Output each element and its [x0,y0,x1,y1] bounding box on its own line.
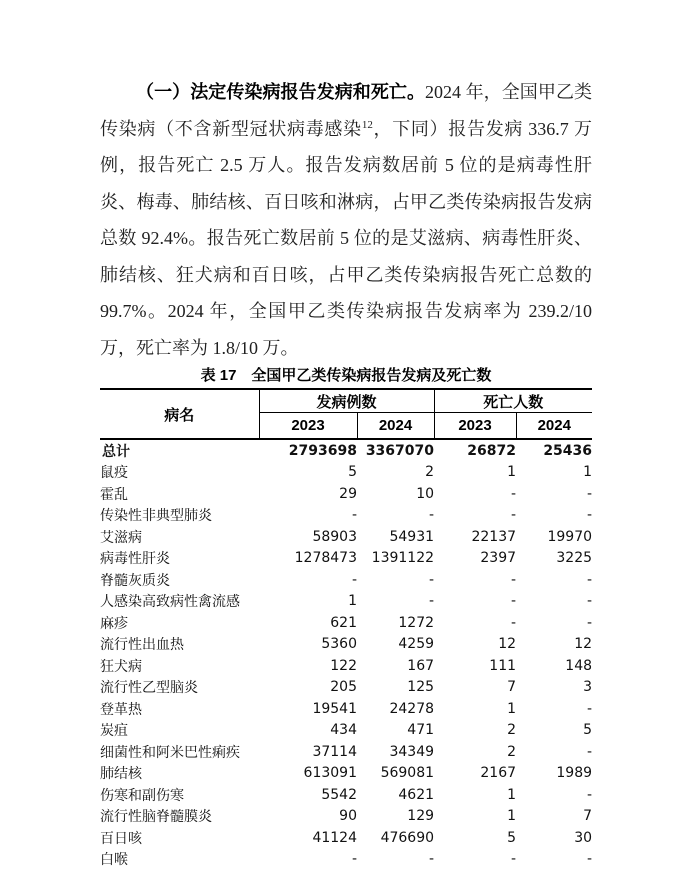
value-cell: 148 [565,657,593,674]
value-cell: 12 [574,636,593,653]
table-row [100,806,592,828]
value-cell: - [586,593,593,610]
value-cell: 2793698 [288,442,357,459]
disease-name-cell: 肺结核 [100,767,142,783]
disease-name-cell: 百日咳 [100,831,142,847]
value-cell: - [510,593,517,610]
disease-name-cell: 病毒性肝炎 [100,552,170,568]
value-cell: 5360 [321,636,357,653]
value-cell: - [586,851,593,868]
value-cell: 5 [348,464,357,481]
disease-name-cell: 总计 [102,444,130,460]
value-cell: - [586,507,593,524]
value-cell: 125 [407,679,435,696]
table-row [100,505,592,527]
value-cell: 2397 [480,550,517,567]
table-row [100,612,592,634]
col-header-incidence-2024: 2024 [357,413,434,440]
disease-name-cell: 脊髓灰质炎 [100,573,170,589]
value-cell: 1989 [556,765,593,782]
table-row [100,591,592,613]
value-cell: 1 [507,700,517,717]
table-title: 表 17 全国甲乙类传染病报告发病及死亡数 [200,367,492,384]
table-row [100,462,592,484]
value-cell: - [586,786,593,803]
disease-statistics-table [100,388,592,870]
value-cell: 7 [583,808,593,825]
value-cell: 34349 [389,743,435,760]
footnote-marker: 12 [361,118,373,131]
disease-name-cell: 麻疹 [100,616,128,632]
value-cell: 471 [407,722,435,739]
value-cell: 19970 [547,528,593,545]
value-cell: - [510,851,517,868]
table-row [100,741,592,763]
value-cell: 1391122 [371,550,435,567]
value-cell: - [351,851,357,868]
value-cell: 111 [489,657,517,674]
table-row [100,569,592,591]
value-cell: - [428,593,435,610]
disease-name-cell: 炭疽 [100,724,128,740]
value-cell: - [510,614,517,631]
table-row [100,655,592,677]
value-cell: 2167 [480,765,517,782]
value-cell: 4621 [398,786,435,803]
disease-name-cell: 鼠疫 [100,466,128,482]
disease-name-cell: 细菌性和阿米巴性痢疾 [100,745,240,761]
value-cell: 2 [507,722,517,739]
value-cell: 434 [330,722,357,739]
table-row [100,548,592,570]
value-cell: 1 [507,786,517,803]
disease-name-cell: 传染性非典型肺炎 [100,509,212,525]
value-cell: - [428,851,435,868]
statistics-table-block [100,364,592,870]
value-cell: 4259 [398,636,435,653]
value-cell: 1 [507,808,517,825]
value-cell: - [586,614,593,631]
table-row [100,784,592,806]
disease-name-cell: 流行性乙型脑炎 [100,681,198,697]
value-cell: 205 [330,679,357,696]
table-row [100,698,592,720]
table-row [100,634,592,656]
value-cell: 1272 [398,614,435,631]
value-cell: 22137 [471,528,517,545]
col-header-deaths-2023: 2023 [434,413,516,440]
col-header-deaths: 死亡人数 [434,389,592,413]
table-row [100,483,592,505]
value-cell: 54931 [389,528,435,545]
disease-name-cell: 霍乱 [100,487,128,503]
value-cell: 129 [407,808,435,825]
value-cell: 26872 [467,442,517,459]
disease-name-cell: 伤寒和副伤寒 [100,788,184,804]
value-cell: 58903 [312,528,357,545]
value-cell: - [428,571,435,588]
value-cell: 569081 [380,765,435,782]
value-cell: - [586,571,593,588]
table-row [100,677,592,699]
value-cell: 167 [407,657,435,674]
value-cell: - [510,507,517,524]
value-cell: 3225 [556,550,593,567]
table-row [100,763,592,785]
value-cell: - [510,571,517,588]
value-cell: 2 [425,464,435,481]
value-cell: 41124 [312,829,357,846]
table-row [100,526,592,548]
value-cell: 30 [574,829,593,846]
value-cell: 613091 [303,765,357,782]
disease-name-cell: 狂犬病 [100,659,142,675]
paragraph-text-1: 2024 年，全国甲乙类传染病（不含新型冠状病毒感染 [100,82,593,139]
col-header-incidence-2023: 2023 [259,413,357,440]
table-row [100,849,592,871]
disease-name-cell: 流行性出血热 [100,638,184,654]
value-cell: - [586,700,593,717]
disease-name-cell: 登革热 [100,702,142,718]
disease-name-cell: 流行性脑脊髓膜炎 [100,810,212,826]
body-paragraph [100,74,592,366]
table-row-total [100,439,592,462]
col-header-deaths-2024: 2024 [516,413,592,440]
paragraph-text-2: ，下同）报告发病 336.7 万例，报告死亡 2.5 万人。报告发病数居前 5 位的是病毒性肝炎、梅毒、肺结核、百日咳和淋病，占甲乙类传染病报告发病总数 92.4%。报告死亡数居前 5 位的是艾滋病、病毒性肝炎、肺结核、狂犬病和百日咳，占甲乙类传染病报告死亡总数的 99.7%。2024 年，全国甲乙类传染病报告发病率为 239.2/10 万，死亡率为 1.8/10 万。 [100,118,593,358]
disease-name-cell: 艾滋病 [100,530,142,546]
table-row [100,720,592,742]
value-cell: 5 [583,722,593,739]
value-cell: 19541 [312,700,357,717]
value-cell: 1278473 [294,550,357,567]
value-cell: 7 [507,679,517,696]
value-cell: 621 [330,614,357,631]
value-cell: 5 [507,829,517,846]
value-cell: 25436 [543,442,593,459]
value-cell: - [351,507,357,524]
value-cell: 2 [507,743,517,760]
col-header-disease: 病名 [100,389,259,439]
value-cell: 24278 [389,700,435,717]
value-cell: - [586,743,593,760]
value-cell: 122 [330,657,357,674]
value-cell: 1 [507,464,517,481]
value-cell: 90 [339,808,357,825]
value-cell: - [510,485,517,502]
value-cell: 5542 [321,786,357,803]
value-cell: 3 [583,679,593,696]
table-row [100,827,592,849]
value-cell: 29 [339,485,357,502]
value-cell: 1 [348,593,357,610]
value-cell: - [428,507,435,524]
col-header-incidence: 发病例数 [259,389,434,413]
disease-name-cell: 人感染高致病性禽流感 [100,595,240,611]
value-cell: 10 [416,485,435,502]
value-cell: 3367070 [365,442,435,459]
header-group-row [100,389,592,413]
value-cell: - [351,571,357,588]
value-cell: - [586,485,593,502]
value-cell: 37114 [312,743,357,760]
value-cell: 476690 [380,829,435,846]
section-heading: （一）法定传染病报告发病和死亡。 [136,82,426,102]
value-cell: 12 [498,636,517,653]
value-cell: 1 [583,464,593,481]
disease-name-cell: 白喉 [100,853,128,869]
